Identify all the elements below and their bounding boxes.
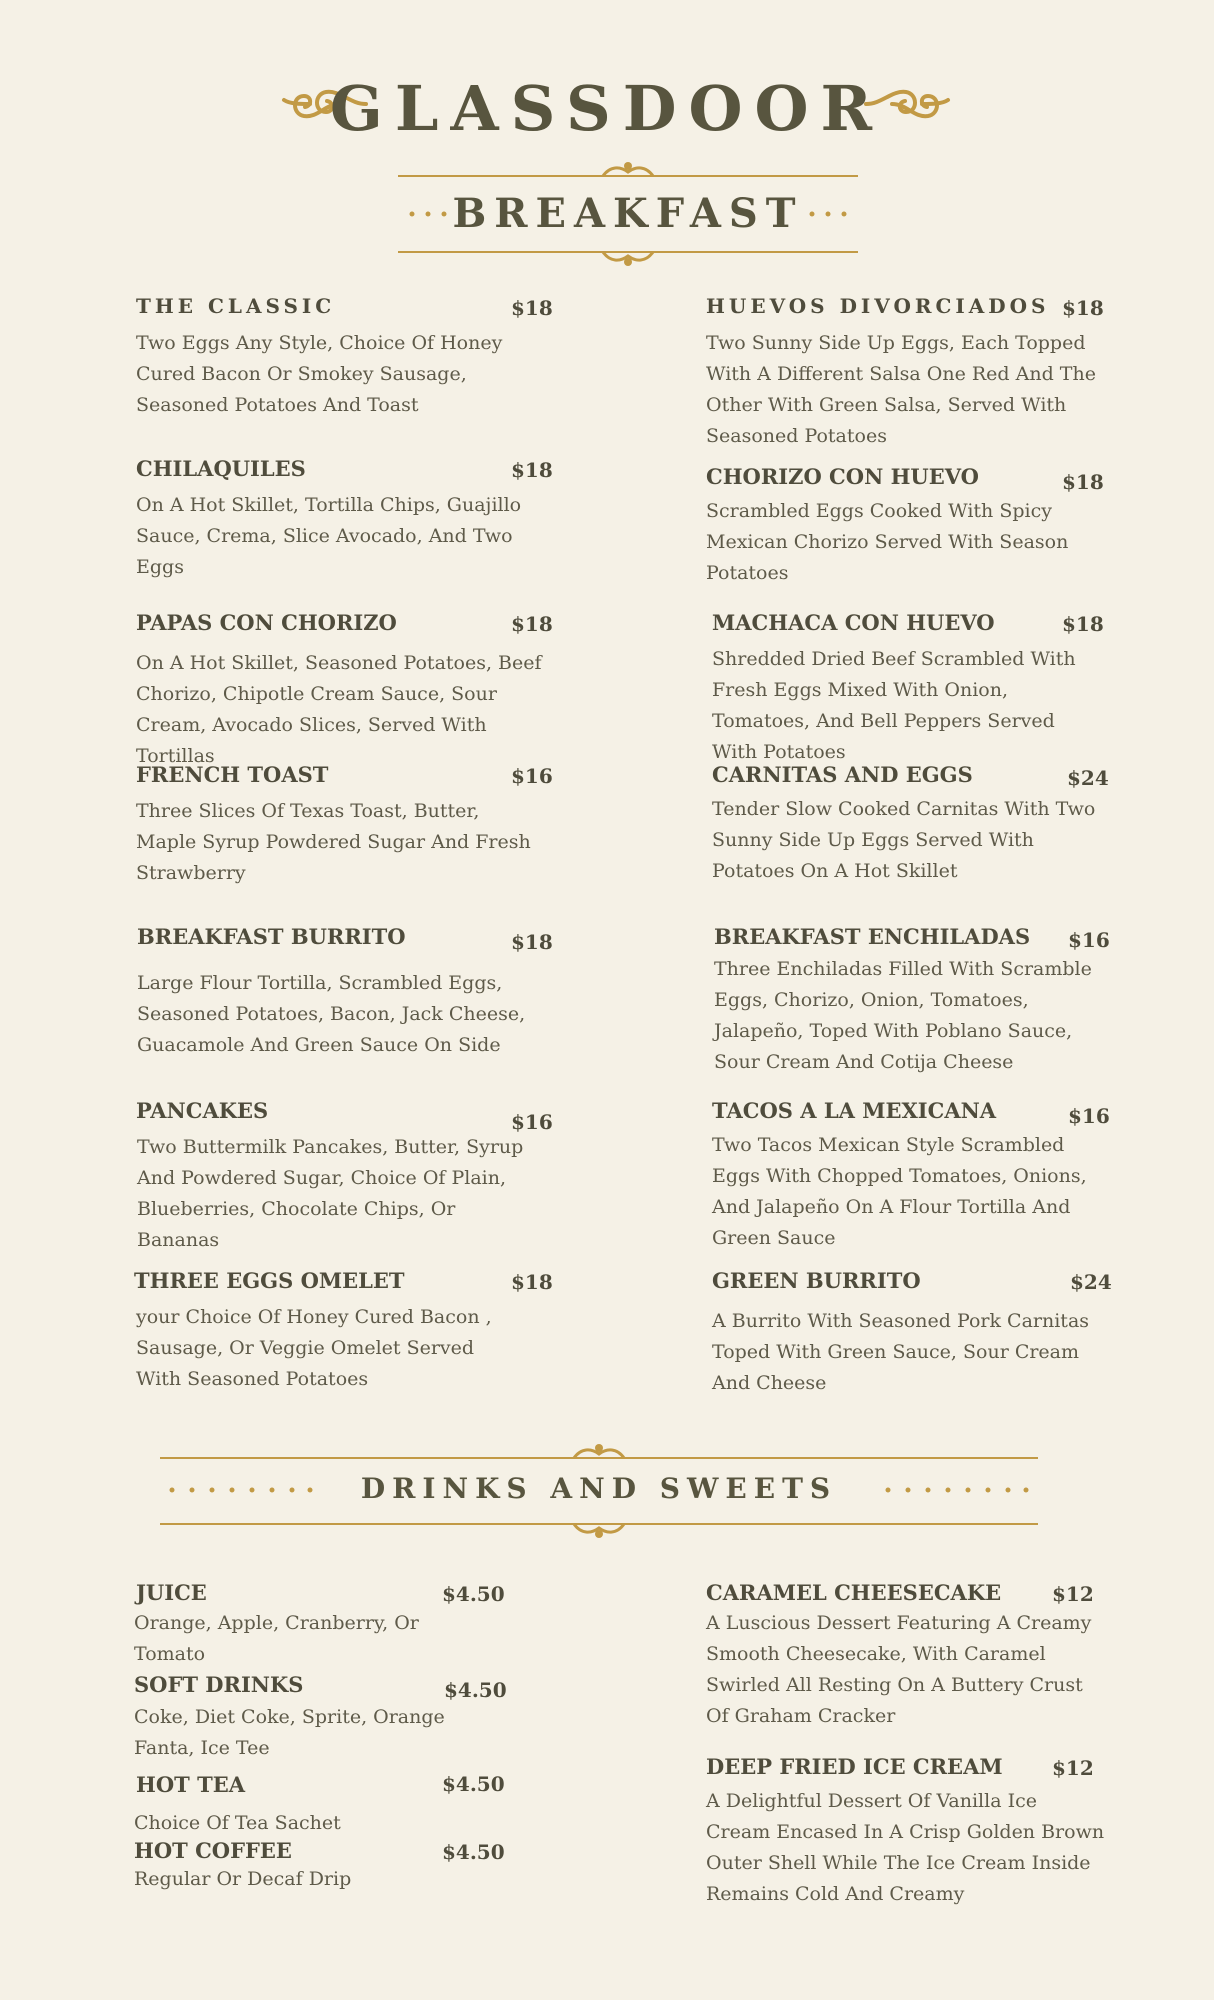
item-description: A Burrito With Seasoned Pork Carnitas Toped With Green Sauce, Sour Cream And Cheese — [712, 1310, 1090, 1394]
item-name: CARNITAS AND EGGS — [712, 762, 973, 787]
item-name: GREEN BURRITO — [712, 1268, 921, 1293]
item-description: Two Eggs Any Style, Choice Of Honey Cured Bacon Or Smokey Sausage, Seasoned Potatoes And Toast — [136, 332, 503, 416]
item-name: THE CLASSIC — [136, 294, 336, 318]
drinks-banner — [158, 1444, 1040, 1540]
item-name: CHILAQUILES — [136, 456, 306, 481]
brand-title: GLASSDOOR — [329, 72, 885, 145]
item-price: $18 — [1062, 296, 1104, 320]
item-name: CARAMEL CHEESECAKE — [706, 1580, 1002, 1605]
item-description: On A Hot Skillet, Tortilla Chips, Guajillo Sauce, Crema, Slice Avocado, And Two Eggs — [136, 494, 522, 578]
item-price: $4.50 — [442, 1582, 505, 1606]
item-name: TACOS A LA MEXICANA — [712, 1098, 997, 1123]
item-name: CHORIZO CON HUEVO — [706, 464, 979, 489]
item-price: $18 — [511, 612, 553, 636]
item-price: $16 — [1068, 928, 1110, 952]
item-name: HOT TEA — [136, 1772, 245, 1797]
item-description: your Choice Of Honey Cured Bacon , Sausage, Or Veggie Omelet Served With Seasoned Potatoes — [136, 1306, 492, 1390]
item-description: Two Sunny Side Up Eggs, Each Topped With A Different Salsa One Red And The Other With Green Salsa, Served With Seasoned Potatoes — [706, 332, 1096, 447]
item-description: Three Slices Of Texas Toast, Butter, Maple Syrup Powdered Sugar And Fresh Strawberry — [136, 800, 531, 884]
item-description: Shredded Dried Beef Scrambled With Fresh Eggs Mixed With Onion, Tomatoes, And Bell Peppers Served With Potatoes — [712, 648, 1076, 763]
item-description: A Delightful Dessert Of Vanilla Ice Cream Encased In A Crisp Golden Brown Outer Shell While The Ice Cream Inside Remains Cold And Creamy — [706, 1790, 1105, 1905]
flourish-right-icon — [862, 82, 952, 126]
item-name: FRENCH TOAST — [136, 762, 329, 787]
item-price: $16 — [1068, 1104, 1110, 1128]
item-price: $24 — [1070, 1270, 1112, 1294]
item-price: $18 — [511, 1270, 553, 1294]
item-description: Scrambled Eggs Cooked With Spicy Mexican Chorizo Served With Season Potatoes — [706, 500, 1069, 584]
item-description: Coke, Diet Coke, Sprite, Orange Fanta, Ice Tee — [134, 1706, 445, 1759]
item-name: PANCAKES — [136, 1098, 269, 1123]
item-price: $4.50 — [442, 1772, 505, 1796]
item-name: THREE EGGS OMELET — [134, 1268, 405, 1293]
item-description: A Luscious Dessert Featuring A Creamy Smooth Cheesecake, With Caramel Swirled All Resting On A Buttery Crust Of Graham Cracker — [706, 1612, 1092, 1727]
item-price: $12 — [1052, 1756, 1094, 1780]
item-price: $12 — [1052, 1582, 1094, 1606]
drinks-section-title: DRINKS AND SWEETS — [360, 1472, 838, 1505]
item-description: Choice Of Tea Sachet — [134, 1812, 341, 1834]
item-description: Orange, Apple, Cranberry, Or Tomato — [134, 1612, 419, 1665]
item-description: Regular Or Decaf Drip — [134, 1868, 352, 1890]
item-name: JUICE — [136, 1580, 207, 1605]
item-price: $18 — [511, 930, 553, 954]
item-price: $18 — [511, 458, 553, 482]
item-description: On A Hot Skillet, Seasoned Potatoes, Beef Chorizo, Chipotle Cream Sauce, Sour Cream, Avocado Slices, Served With Tortillas — [136, 652, 542, 767]
item-price: $18 — [511, 296, 553, 320]
item-name: HUEVOS DIVORCIADOS — [706, 294, 1050, 318]
item-name: DEEP FRIED ICE CREAM — [706, 1754, 1003, 1779]
item-price: $16 — [511, 1110, 553, 1134]
breakfast-banner — [398, 160, 858, 270]
breakfast-section-title: BREAKFAST — [452, 190, 804, 237]
item-price: $18 — [1062, 612, 1104, 636]
item-price: $4.50 — [444, 1678, 507, 1702]
item-price: $18 — [1062, 470, 1104, 494]
item-name: BREAKFAST BURRITO — [137, 924, 406, 949]
item-name: PAPAS CON CHORIZO — [136, 610, 397, 635]
item-price: $4.50 — [442, 1840, 505, 1864]
item-price: $16 — [511, 764, 553, 788]
item-description: Large Flour Tortilla, Scrambled Eggs, Seasoned Potatoes, Bacon, Jack Cheese, Guacamole And Green Sauce On Side — [137, 972, 526, 1056]
item-description: Two Buttermilk Pancakes, Butter, Syrup And Powdered Sugar, Choice Of Plain, Blueberries, Chocolate Chips, Or Bananas — [137, 1136, 524, 1251]
item-description: Tender Slow Cooked Carnitas With Two Sunny Side Up Eggs Served With Potatoes On A Hot Skillet — [712, 798, 1096, 882]
item-name: HOT COFFEE — [134, 1838, 292, 1863]
item-price: $24 — [1067, 766, 1109, 790]
item-name: SOFT DRINKS — [134, 1672, 304, 1697]
item-description: Three Enchiladas Filled With Scramble Eggs, Chorizo, Onion, Tomatoes, Jalapeño, Toped With Poblano Sauce, Sour Cream And Cotija Cheese — [714, 958, 1092, 1073]
item-description: Two Tacos Mexican Style Scrambled Eggs With Chopped Tomatoes, Onions, And Jalapeño On A Flour Tortilla And Green Sauce — [712, 1134, 1087, 1249]
item-name: BREAKFAST ENCHILADAS — [714, 924, 1031, 949]
item-name: MACHACA CON HUEVO — [712, 610, 995, 635]
